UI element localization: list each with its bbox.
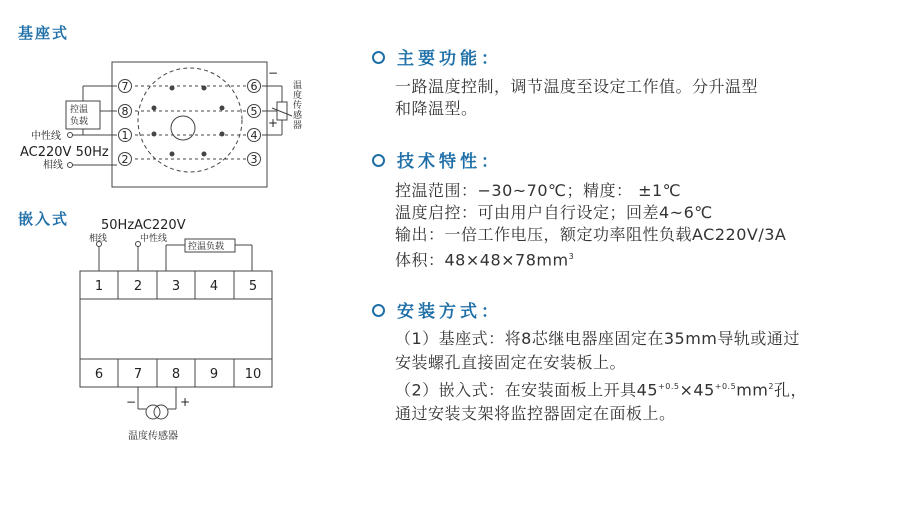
volume-line: 体积：$48\times 48\times 78mm^3$ [395, 250, 575, 270]
pin-4-label: 4 [250, 129, 258, 142]
terminal-4: 4 [209, 279, 219, 294]
minus-base: − [268, 66, 279, 80]
socket-circle [138, 68, 242, 172]
sensor-label-base: 温度传感器 [291, 80, 301, 130]
pin-2-label: 2 [121, 153, 129, 166]
pin-1-label: 1 [121, 129, 129, 142]
install-text: （1）基座式：将8芯继电器座固定在35mm导轨或通过 安装螺孔直接固定在安装板上。 （2）嵌入式：在安装面板上开具$45^{+0.5}\times 45^{+0.5}mm^2$孔， 通过安装支架将监控器固定在面板上。 [395, 329, 807, 424]
section-heading-install: 安装方式： [372, 297, 502, 322]
neutral-label-embedded: 中性线 [140, 234, 168, 244]
supply-label-embedded: 50HzAC220V [101, 218, 186, 233]
phase-label-base: 相线 [43, 160, 63, 171]
specs-text: 控温范围：−30~70℃；精度： ±1℃ 温度启控：可由用户自行设定；回差4~6℃ 输出：一倍工作电压，额定功率阻性负载AC220V/3A 体积：$48\times 48\times 78mm^3$ [395, 181, 787, 270]
pin-3-label: 3 [250, 153, 258, 166]
plus-base: + [268, 116, 279, 130]
terminal-2: 2 [133, 279, 143, 294]
center-key [171, 116, 195, 140]
plus-embedded: + [180, 395, 191, 409]
terminal-5: 5 [248, 279, 258, 294]
pin-7-label: 7 [121, 80, 129, 93]
phase-label-embedded: 相线 [89, 234, 108, 244]
load-label-2: 负载 [70, 117, 89, 127]
section-heading-specs: 技术特性： [372, 147, 502, 172]
base-mount-frame [112, 62, 267, 187]
terminal-3: 3 [171, 279, 181, 294]
bullet-circle-icon [372, 51, 385, 64]
bullet-circle-icon [372, 154, 385, 167]
embedded-labels [89, 218, 224, 442]
sensor-label-embedded: 温度传感器 [128, 431, 178, 442]
embedded-diagram [80, 239, 272, 419]
pin-6-label: 6 [250, 80, 258, 93]
supply-label-base: AC220V 50Hz [20, 145, 109, 160]
load-label-embedded: 控温负载 [188, 242, 225, 252]
embedded-terminal-numbers [95, 279, 261, 382]
terminal-6: 6 [94, 367, 104, 382]
terminal-1: 1 [94, 279, 104, 294]
base-pin-numbers [122, 80, 258, 166]
pin-5-label: 5 [250, 105, 258, 118]
terminal-8: 8 [171, 367, 181, 382]
sensor-coil-1 [146, 405, 160, 419]
terminal-10: 10 [244, 367, 262, 382]
pin-holes [152, 86, 225, 157]
embedded-title: 嵌入式 [18, 210, 70, 228]
terminal-7: 7 [133, 367, 143, 382]
terminal-9: 9 [209, 367, 219, 382]
load-label-1: 控温 [70, 105, 89, 115]
neutral-label-base: 中性线 [31, 131, 61, 142]
function-text: 一路温度控制，调节温度至设定工作值。分升温型 和降温型。 [395, 77, 759, 118]
section-heading-function: 主要功能： [372, 44, 502, 69]
sensor-coil-2 [154, 405, 168, 419]
base-pin-circles [119, 80, 261, 166]
base-mount-title: 基座式 [18, 24, 70, 42]
bullet-circle-icon [372, 304, 385, 317]
pin-8-label: 8 [121, 105, 129, 118]
install-embedded-line: （2）嵌入式：在安装面板上开具$45^{+0.5}\times 45^{+0.5}mm^2$孔， [395, 380, 807, 400]
minus-embedded: − [126, 395, 137, 409]
